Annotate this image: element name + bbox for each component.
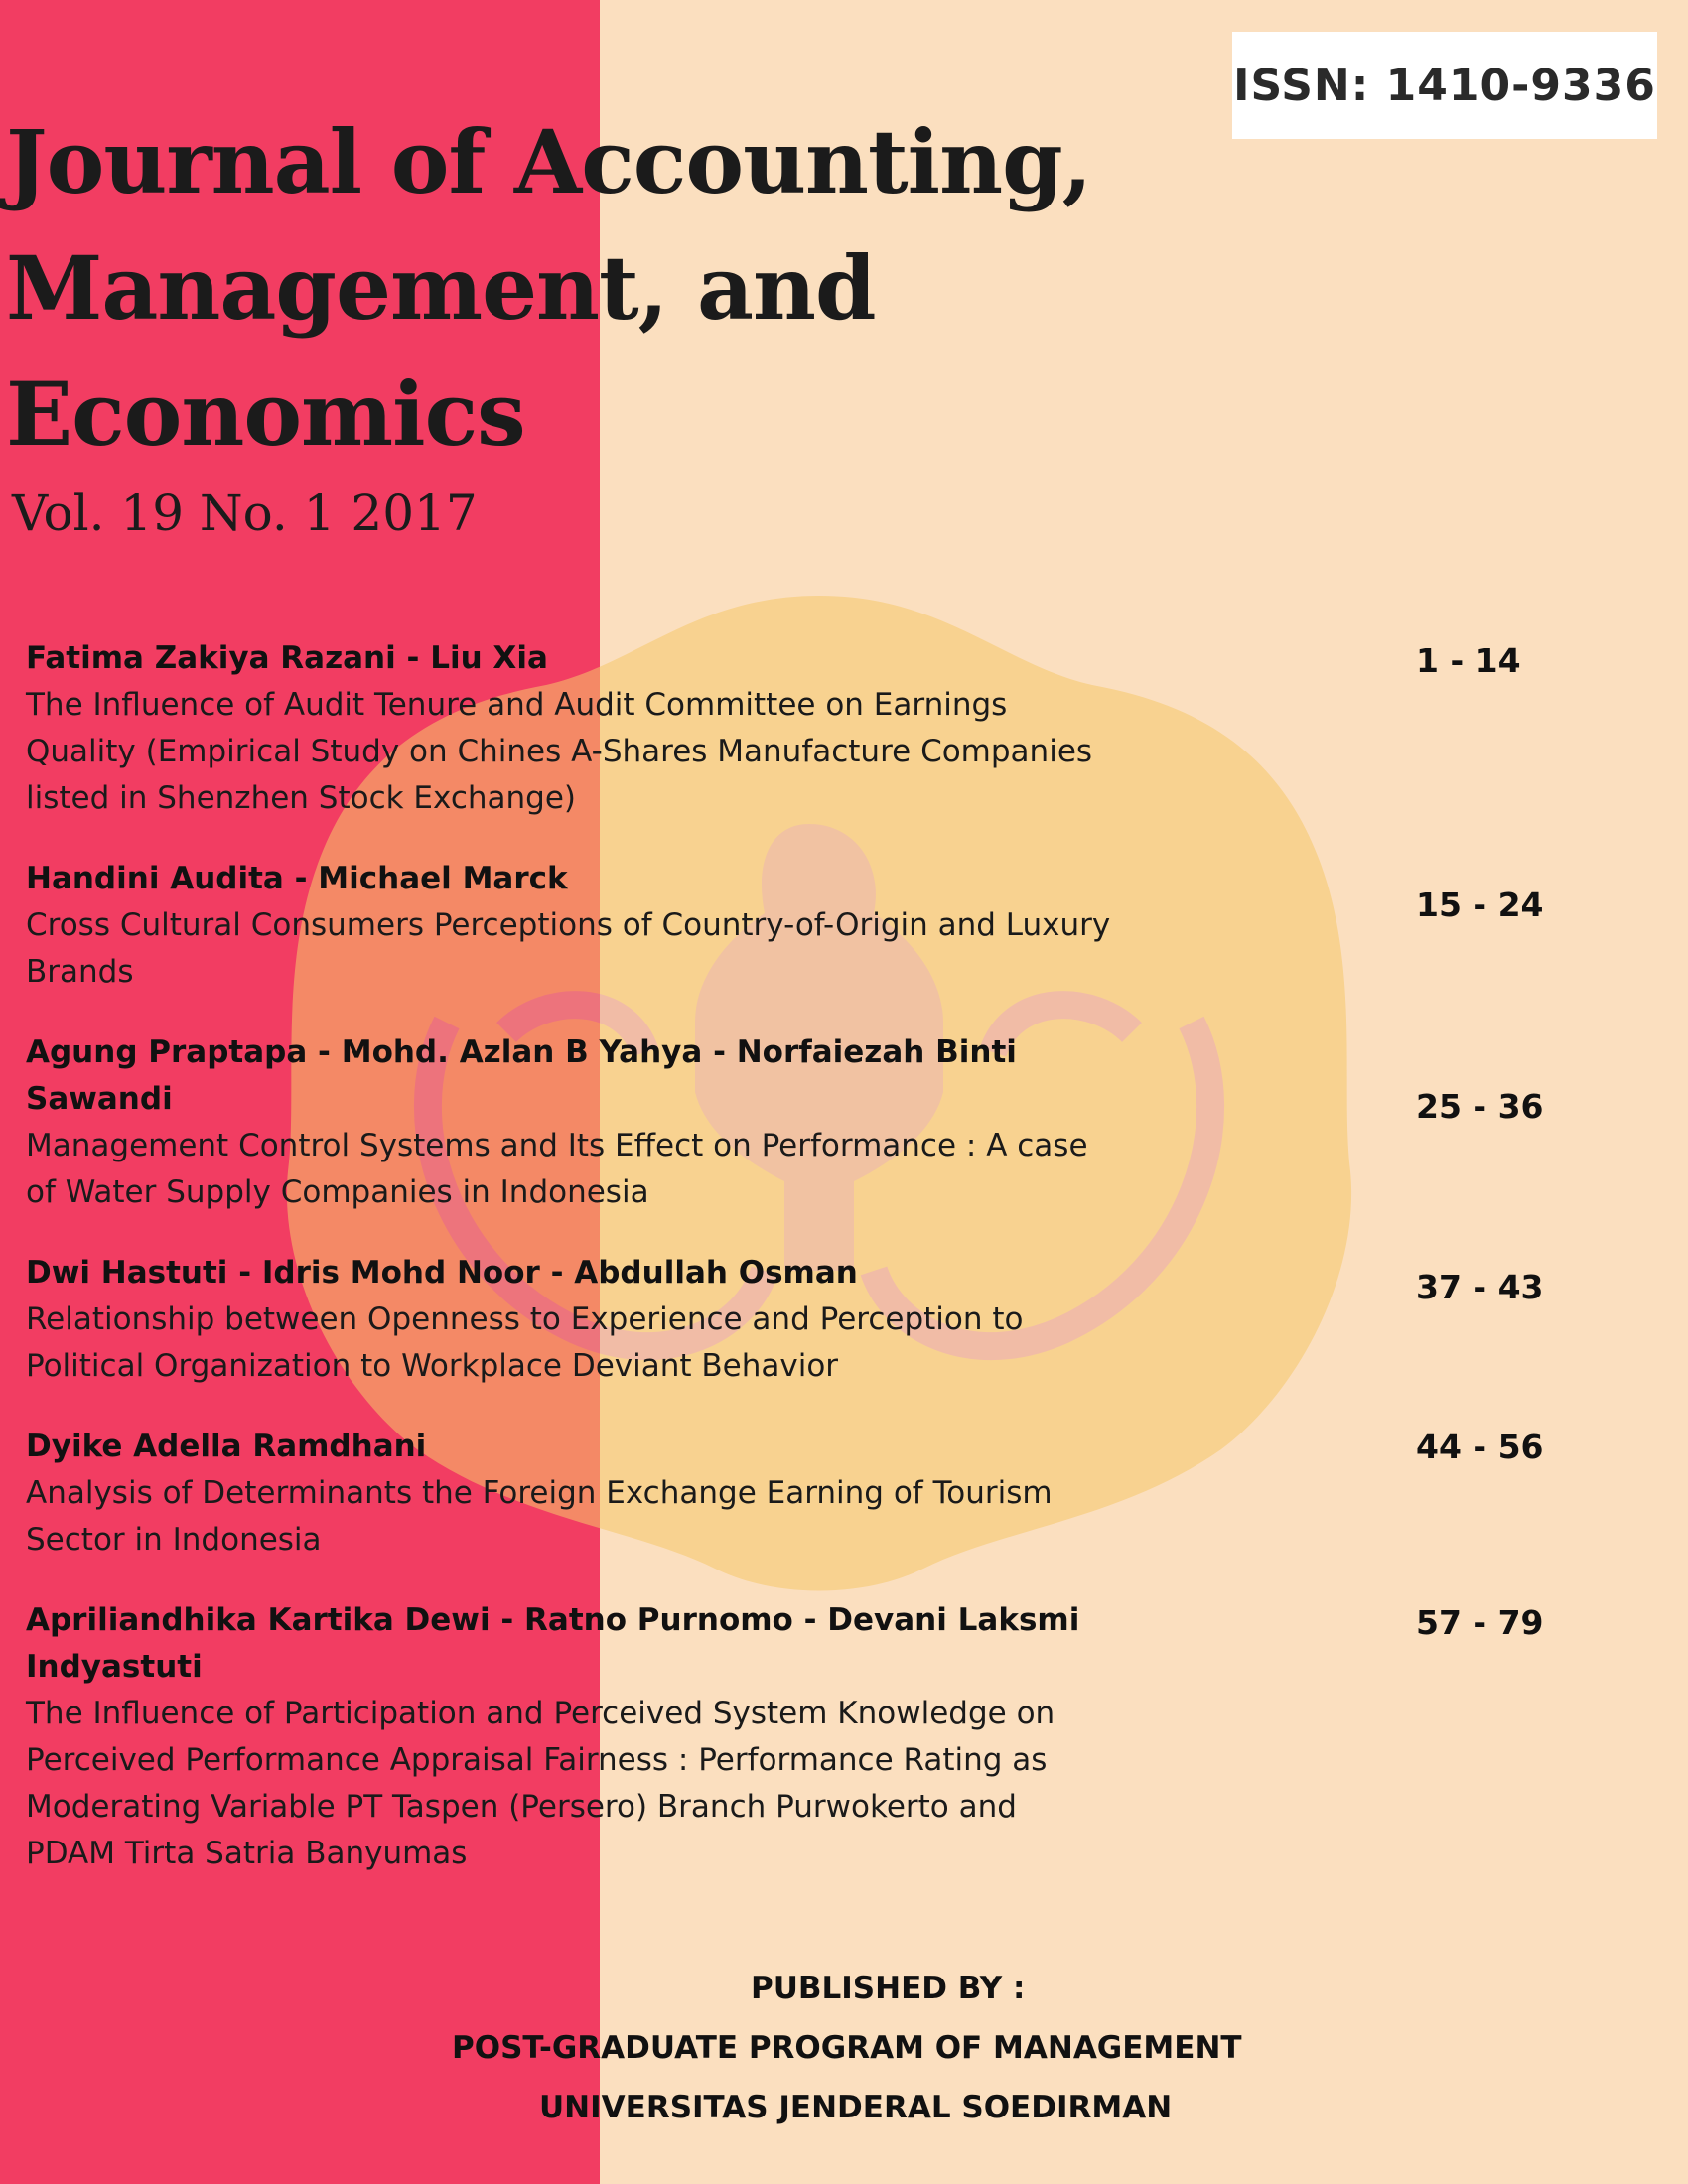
article-pages: 37 - 43 [1416, 1268, 1544, 1306]
article-title-line: Management Control Systems and Its Effect on Performance : A case [26, 1128, 1088, 1163]
article-authors: Apriliandhika Kartika Dewi - Ratno Purnomo - Devani Laksmi Indyastuti [26, 1602, 1080, 1685]
toc-entry [26, 1250, 1664, 1390]
article-authors: Dyike Adella Ramdhani [26, 1429, 427, 1464]
article-title-line: Moderating Variable PT Taspen (Persero) Branch Purwokerto and [26, 1789, 1017, 1825]
article-title-line: Political Organization to Workplace Deviant Behavior [26, 1348, 839, 1384]
article-title-line: Brands [26, 954, 134, 990]
volume-issue: Vol. 19 No. 1 2017 [12, 484, 478, 542]
article-title-line: Perceived Performance Appraisal Fairness : Performance Rating as [26, 1742, 1048, 1778]
toc-entry [26, 1597, 1664, 1877]
table-of-contents [26, 635, 1664, 1877]
toc-entry [26, 1424, 1664, 1564]
toc-entry [26, 635, 1664, 822]
article-title-line: Relationship between Openness to Experience and Perception to [26, 1301, 1024, 1337]
article-title-line: Analysis of Determinants the Foreign Exchange Earning of Tourism [26, 1475, 1053, 1511]
article-pages: 44 - 56 [1416, 1428, 1544, 1466]
article-authors: Agung Praptapa - Mohd. Azlan B Yahya - Norfaiezah Binti Sawandi [26, 1034, 1017, 1117]
article-title [26, 1123, 1247, 1216]
article-title [26, 1470, 1247, 1564]
article-title-line: The Influence of Audit Tenure and Audit Committee on Earnings [26, 687, 1008, 723]
article-title [26, 682, 1247, 822]
article-title [26, 902, 1247, 996]
publisher-heading: PUBLISHED BY : [751, 1971, 1026, 2006]
article-pages: 15 - 24 [1416, 886, 1544, 924]
article-title-line: listed in Shenzhen Stock Exchange) [26, 780, 577, 816]
article-title [26, 1297, 1247, 1390]
journal-title-line: Economics [6, 362, 525, 466]
article-authors: Fatima Zakiya Razani - Liu Xia [26, 640, 548, 676]
article-title-line: of Water Supply Companies in Indonesia [26, 1174, 649, 1210]
journal-title [6, 99, 1091, 478]
journal-title-line: Journal of Accounting, [6, 110, 1092, 213]
article-pages: 57 - 79 [1416, 1603, 1544, 1642]
article-pages: 25 - 36 [1416, 1087, 1544, 1126]
article-title-line: The Influence of Participation and Perceived System Knowledge on [26, 1696, 1055, 1731]
article-title-line: PDAM Tirta Satria Banyumas [26, 1836, 468, 1871]
article-title-line: Cross Cultural Consumers Perceptions of Country-of-Origin and Luxury [26, 907, 1111, 943]
article-authors: Handini Audita - Michael Marck [26, 861, 568, 896]
toc-entry [26, 1029, 1664, 1216]
issn-label: ISSN: 1410-9336 [1232, 32, 1657, 139]
article-title-line: Quality (Empirical Study on Chines A-Shares Manufacture Companies [26, 734, 1093, 769]
publisher-program: POST-GRADUATE PROGRAM OF MANAGEMENT [452, 2030, 1242, 2066]
journal-title-line: Management, and [6, 236, 876, 340]
publisher-university: UNIVERSITAS JENDERAL SOEDIRMAN [539, 2090, 1173, 2125]
article-title [26, 1691, 1247, 1877]
article-title-line: Sector in Indonesia [26, 1522, 322, 1558]
article-pages: 1 - 14 [1416, 641, 1521, 680]
toc-entry [26, 856, 1664, 996]
article-authors: Dwi Hastuti - Idris Mohd Noor - Abdullah Osman [26, 1255, 858, 1291]
